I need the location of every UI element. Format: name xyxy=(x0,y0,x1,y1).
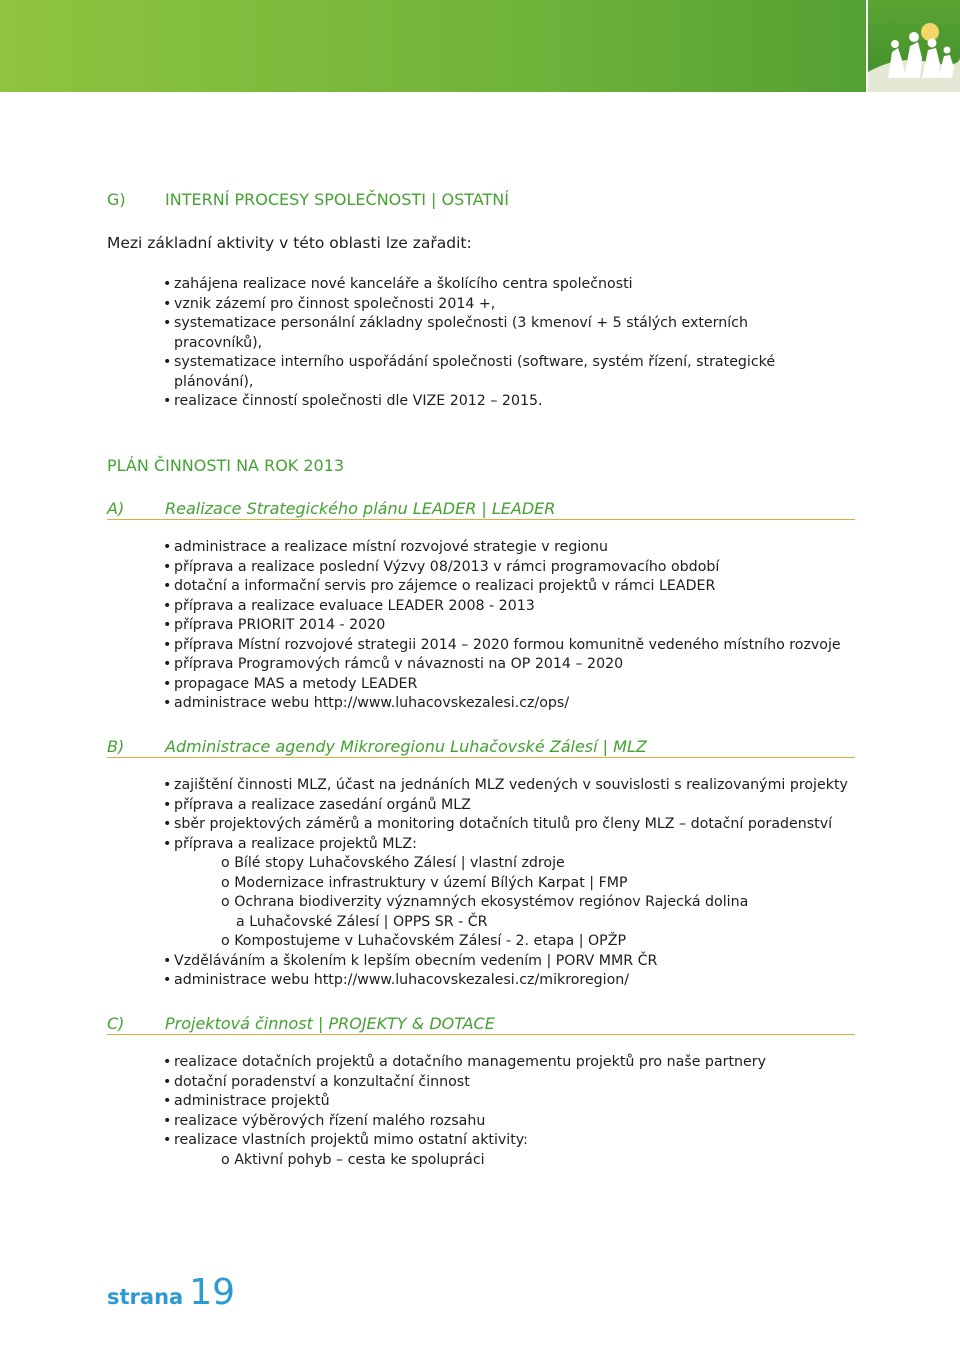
list-item: • Vzděláváním a školením k lepším obecním vedením | PORV MMR ČR xyxy=(163,952,658,969)
page-number: 19 xyxy=(189,1272,235,1313)
sub-list-item: o Ochrana biodiverzity významných ekosystémov regiónov Rajecká dolina xyxy=(221,894,749,910)
sub-list-item-continuation: a Luhačovské Zálesí | OPPS SR - ČR xyxy=(236,913,488,930)
subsection-b-rule xyxy=(107,757,855,758)
list-item: • administrace webu http://www.luhacovskezalesi.cz/mikroregion/ xyxy=(163,972,630,988)
subsection-c-rule xyxy=(107,1034,855,1035)
list-item: • příprava a realizace evaluace LEADER 2008 - 2013 xyxy=(163,597,535,614)
list-item: • sběr projektových záměrů a monitoring dotačních titulů pro členy MLZ – dotační poradenství xyxy=(163,816,833,832)
sub-list-item: o Aktivní pohyb – cesta ke spolupráci xyxy=(221,1151,485,1168)
subsection-c-letter: C) xyxy=(107,1014,125,1033)
section-g-list xyxy=(163,275,775,412)
list-item: • realizace dotačních projektů a dotačního managementu projektů pro naše partnery xyxy=(163,1054,766,1070)
subsection-a-list xyxy=(163,538,841,714)
header-band xyxy=(0,0,960,92)
sub-list-item: o Kompostujeme v Luhačovském Zálesí - 2. etapa | OPŽP xyxy=(221,933,627,949)
list-item: • zahájena realizace nové kanceláře a školícího centra společnosti xyxy=(163,276,633,292)
section-title: INTERNÍ PROCESY SPOLEČNOSTI | OSTATNÍ xyxy=(165,190,509,209)
list-item: • administrace a realizace místní rozvojové strategie v regionu xyxy=(163,539,608,555)
section-intro: Mezi základní aktivity v této oblasti lze zařadit: xyxy=(107,234,472,252)
list-item: • příprava Programových rámců v návaznosti na OP 2014 – 2020 xyxy=(163,656,624,672)
list-item: • příprava a realizace projektů MLZ: xyxy=(163,835,417,852)
subsection-c-title: Projektová činnost | PROJEKTY & DOTACE xyxy=(165,1014,495,1033)
list-item: • administrace webu http://www.luhacovskezalesi.cz/ops/ xyxy=(163,695,570,711)
list-item: • systematizace interního uspořádání společnosti (software, systém řízení, strategické xyxy=(163,354,776,370)
list-item: • příprava a realizace zasedání orgánů MLZ xyxy=(163,796,471,813)
subsection-a-letter: A) xyxy=(107,499,125,518)
list-item: • dotační a informační servis pro zájemce o realizaci projektů v rámci LEADER xyxy=(163,578,716,594)
sub-list-item: o Bílé stopy Luhačovského Zálesí | vlastní zdroje xyxy=(221,855,565,871)
subsection-a-title: Realizace Strategického plánu LEADER | LEADER xyxy=(165,499,556,518)
subsection-b-title: Administrace agendy Mikroregionu Luhačovské Zálesí | MLZ xyxy=(165,737,647,756)
list-item: • dotační poradenství a konzultační činnost xyxy=(163,1073,470,1090)
list-item: • vznik zázemí pro činnost společnosti 2014 +, xyxy=(163,295,496,312)
list-item: • realizace činností společnosti dle VIZE 2012 – 2015. xyxy=(163,393,543,409)
list-item: • příprava PRIORIT 2014 - 2020 xyxy=(163,617,386,633)
list-item-continuation: plánování), xyxy=(174,373,254,390)
list-item: • realizace vlastních projektů mimo ostatní aktivity: xyxy=(163,1132,528,1148)
section-letter: G) xyxy=(107,190,126,209)
page-footer xyxy=(107,1272,235,1313)
list-item: • administrace projektů xyxy=(163,1093,330,1109)
people-hiking-logo-icon xyxy=(868,0,960,92)
list-item: • příprava Místní rozvojové strategii 2014 – 2020 formou komunitně vedeného místního rozvoje xyxy=(163,636,841,653)
header-logo xyxy=(866,0,960,92)
subsection-c-list xyxy=(163,1053,766,1170)
plan-title: PLÁN ČINNOSTI NA ROK 2013 xyxy=(107,456,345,475)
sub-list-item: o Modernizace infrastruktury v území Bílých Karpat | FMP xyxy=(221,874,628,891)
page-label: strana xyxy=(107,1285,184,1309)
subsection-b-letter: B) xyxy=(107,737,125,756)
list-item: • příprava a realizace poslední Výzvy 08/2013 v rámci programovacího období xyxy=(163,558,720,575)
list-item: • zajištění činnosti MLZ, účast na jednáních MLZ vedených v souvislosti s realizovanými projekty xyxy=(163,777,848,793)
subsection-b-list xyxy=(163,776,848,991)
list-item-continuation: pracovníků), xyxy=(174,334,263,351)
list-item: • realizace výběrových řízení malého rozsahu xyxy=(163,1112,486,1129)
list-item: • propagace MAS a metody LEADER xyxy=(163,675,418,692)
subsection-a-rule xyxy=(107,519,855,520)
list-item: • systematizace personální základny společnosti (3 kmenoví + 5 stálých externích xyxy=(163,315,748,331)
